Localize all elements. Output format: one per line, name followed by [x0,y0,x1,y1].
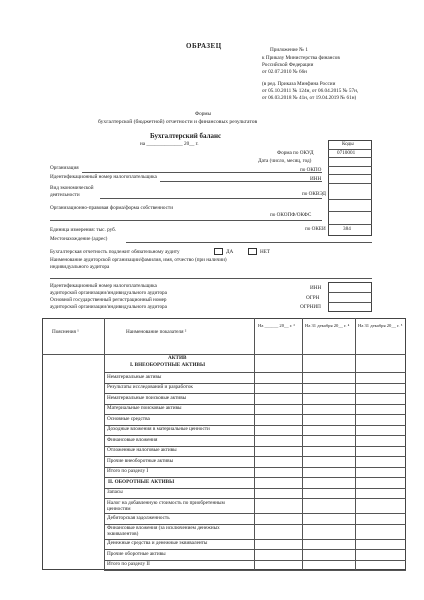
appendix-sub: от 06.03.2018 № 41н, от 19.04.2019 № 61н) [262,95,357,101]
section-title-current: II. ОБОРОТНЫЕ АКТИВЫ [108,478,175,485]
table-row-label: Нематериальные активы [107,373,162,380]
okopf-label: по ОКОПФ/ОКФС [270,212,312,218]
audit-question: Бухгалтерская отчетность подлежит обязательному аудиту [50,249,180,255]
table-row-label: Дебиторская задолженность [107,514,170,521]
auditor-ogrn-label: Основной государственный регистрационный номер [50,297,167,303]
okpo-label: по ОКПО [300,167,322,173]
appendix-number: Приложение № 1 [270,47,308,53]
forms-title: Формы [195,111,211,117]
codes-header: Коды [342,141,354,147]
date-label: Дата (число, месяц, год) [258,158,312,164]
audit-no-label: НЕТ [260,249,271,255]
okei-value: 384 [343,226,351,232]
auditor-name-field[interactable] [50,278,372,279]
col-header-prev2: На 31 декабря 20__ г. ⁵ [358,323,403,328]
table-row-label: Прочие оборотные активы [107,550,166,557]
table-row-label: Прочие внеоборотные активы [107,457,174,464]
auditor-tin-label2: аудиторской организации/индивидуального аудитора [50,290,167,296]
table-row-label: Материальные поисковые активы [107,405,182,411]
sample-stamp: ОБРАЗЕЦ [186,42,222,50]
address-label: Местонахождение (адрес) [50,236,108,242]
auditor-ogrn-label2: аудиторской организации/индивидуального аудитора [50,304,167,310]
inn-label: ИНН [310,176,322,182]
form-label: Организационно-правовая форма/форма собственности [50,205,173,211]
tin-label: Идентификационный номер налогоплательщика [50,174,157,180]
table-row-label: Итого по разделу I [107,468,149,474]
tin-field[interactable] [160,181,322,182]
audit-no-checkbox[interactable] [248,248,257,255]
table-row-label: Запасы [107,489,123,495]
col-header-note: Пояснения ¹ [52,329,79,335]
col-header-prev: На 31 декабря 20__ г. ⁴ [305,323,350,328]
okved-label: по ОКВЭД [302,191,326,197]
table-row-label: Итого по разделу II [107,561,150,567]
okei-label: по ОКЕИ [305,226,326,232]
table-row-label: Доходные вложения в материальные ценности [107,426,210,432]
activity-label: Вид экономической [50,185,94,191]
appendix-sub: от 05.10.2011 № 124н, от 06.04.2015 № 57н, [262,88,359,94]
appendix-sub: от 02.07.2010 № 66н [262,69,307,75]
table-row-label: Нематериальные поисковые активы [107,394,187,401]
col-header-name: Наименование показателя ² [126,329,187,335]
okud-label: Форма по ОКУД [277,150,314,156]
auditor-ogrnip-code: ОГРНИП [300,304,321,310]
auditor-name-label: Наименование аудиторской организации/фамилия, имя, отчество (при наличии) [50,257,227,263]
page-title: Бухгалтерский баланс [150,132,222,140]
appendix-sub: к Приказу Министерства финансов [262,55,340,61]
forms-subtitle: бухгалтерской (бюджетной) отчетности и финансовых результатов [98,119,258,125]
appendix-sub: Российской Федерации [262,62,314,68]
org-field[interactable] [82,172,322,173]
org-label: Организация [50,165,79,171]
section-title-asset: АКТИВ [168,355,187,361]
auditor-codes-box [328,282,372,312]
audit-yes-label: ДА [226,249,234,255]
section-title-noncurrent: I. ВНЕОБОРОТНЫЕ АКТИВЫ [130,362,206,368]
auditor-ogrn-code: ОГРН [306,295,320,301]
okud-value: 0710001 [337,150,356,156]
table-row-label: Основные средства [107,415,150,422]
table-row-label: Налог на добавленную стоимость по приобретенным ценностям [107,499,225,512]
table-row-label: Результаты исследований и разработок [107,384,193,390]
appendix-sub: (в ред. Приказа Минфина России [262,81,336,87]
unit-label: Единица измерения: тыс. руб. [50,227,117,233]
activity-label: деятельности [50,192,80,198]
form-field[interactable] [50,220,322,221]
audit-yes-checkbox[interactable] [214,248,223,255]
col-header-current: На ______ 20__ г. ³ [258,323,295,328]
table-row-label: Денежные средства и денежные эквиваленты [107,540,208,546]
address-field[interactable] [126,242,372,243]
activity-field[interactable] [100,198,322,199]
table-row-label: Отложенные налоговые активы [107,447,177,453]
table-row-label: Финансовые вложения (за исключением денежных эквивалентов) [107,525,220,537]
auditor-inn-code: ИНН [310,285,322,291]
auditor-name-label2: индивидуального аудитора [50,264,110,270]
auditor-tin-label: Идентификационный номер налогоплательщика [50,283,157,289]
balance-date: на ______________ 20__ г. [140,141,199,147]
table-row-label: Финансовые вложения [107,436,158,443]
